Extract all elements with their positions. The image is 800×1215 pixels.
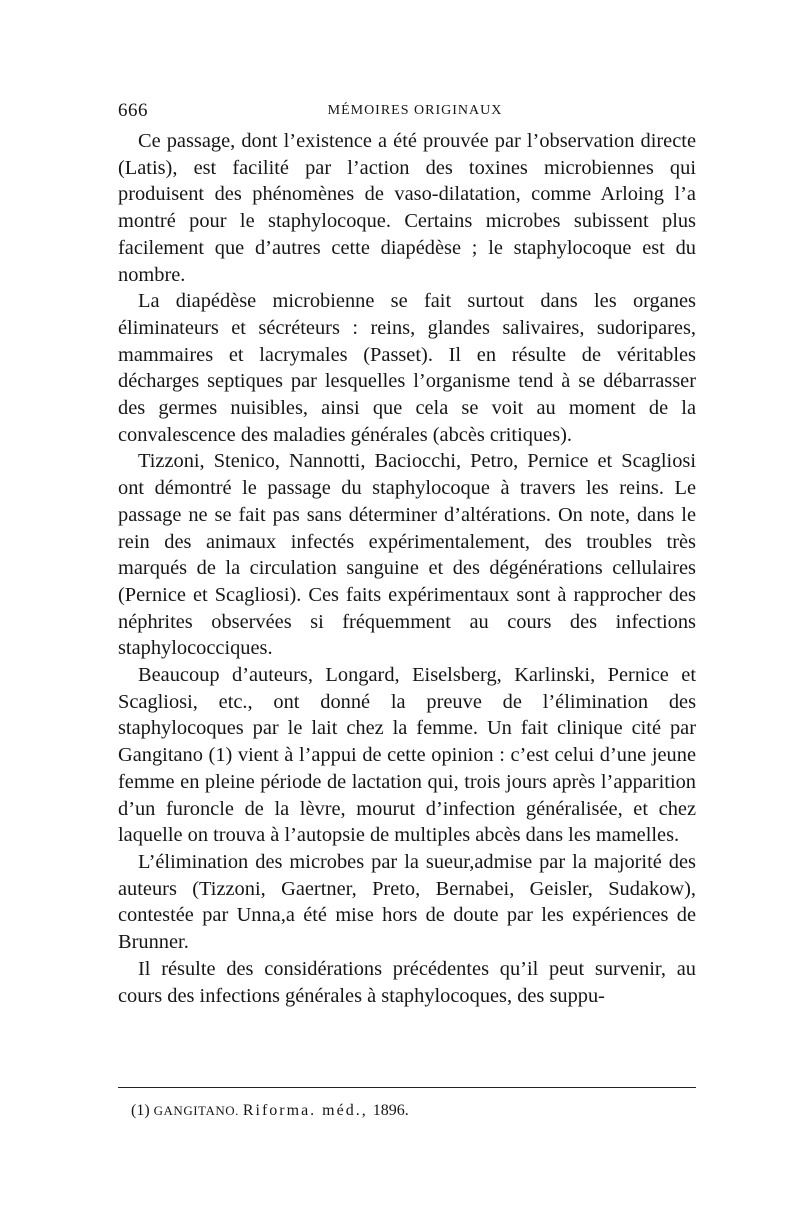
running-head (118, 100, 696, 124)
footnote (131, 1100, 691, 1122)
paragraph: Tizzoni, Stenico, Nannotti, Baciocchi, Petro, Pernice et Scagliosi ont démontré le passage du staphylocoque à travers les reins. Le passage ne se fait pas sans déterminer d’altérations. On note, dans le rein des animaux infectés expérimentalement, des troubles très marqués de la circulation sanguine et des dégénérations cellulaires (Pernice et Scagliosi). Ces faits expérimentaux sont à rapprocher des néphrites observées si fréquemment au cours des infections staphylococciques. (118, 450, 696, 660)
footnote-author: GANGITANO. (153, 1103, 239, 1118)
paragraph: La diapédèse microbienne se fait surtout dans les organes éliminateurs et sécréteurs : reins, glandes salivaires, sudoripares, mammaires et lacrymales (Passet). Il en résulte de véritables décharges septiques par lesquelles l’organisme tend à se débarrasser des germes nuisibles, ainsi que cela se voit au moment de la convalescence des maladies générales (abcès critiques). (118, 290, 696, 446)
paragraph: Il résulte des considérations précédentes qu’il peut survenir, au cours des infections générales à staphylocoques, des suppu- (118, 957, 696, 1007)
footnote-marker: (1) (131, 1102, 150, 1119)
footnote-year: 1896. (372, 1102, 409, 1119)
footnote-journal: Riforma. méd., (242, 1102, 368, 1119)
page-number: 666 (118, 100, 148, 121)
paragraph: Beaucoup d’auteurs, Longard, Eiselsberg, Karlinski, Pernice et Scagliosi, etc., ont donné la preuve de l’élimination des staphylocoques par le lait chez la femme. Un fait clinique cité par Gangitano (1) vient à l’appui de cette opinion : c’est celui d’une jeune femme en pleine période de lactation qui, trois jours après l’apparition d’un furoncle de la lèvre, mourut d’infection généralisée, et chez laquelle on trouva à l’autopsie de multiples abcès dans les mamelles. (118, 664, 696, 847)
paragraph: Ce passage, dont l’existence a été prouvée par l’observation directe (Latis), est facilité par l’action des toxines microbiennes qui produisent des phénomènes de vaso-dilatation, comme Arloing l’a montré pour le staphylocoque. Certains microbes subissent plus facilement que d’autres cette diapédèse ; le staphylocoque est du nombre. (118, 130, 696, 286)
running-title: MÉMOIRES ORIGINAUX (327, 103, 503, 118)
body-text (118, 128, 696, 1009)
paragraph: L’élimination des microbes par la sueur,admise par la majorité des auteurs (Tizzoni, Gaertner, Preto, Bernabei, Geisler, Sudakow), contestée par Unna,a été mise hors de doute par les expériences de Brunner. (118, 850, 696, 954)
footnote-divider (118, 1087, 696, 1088)
